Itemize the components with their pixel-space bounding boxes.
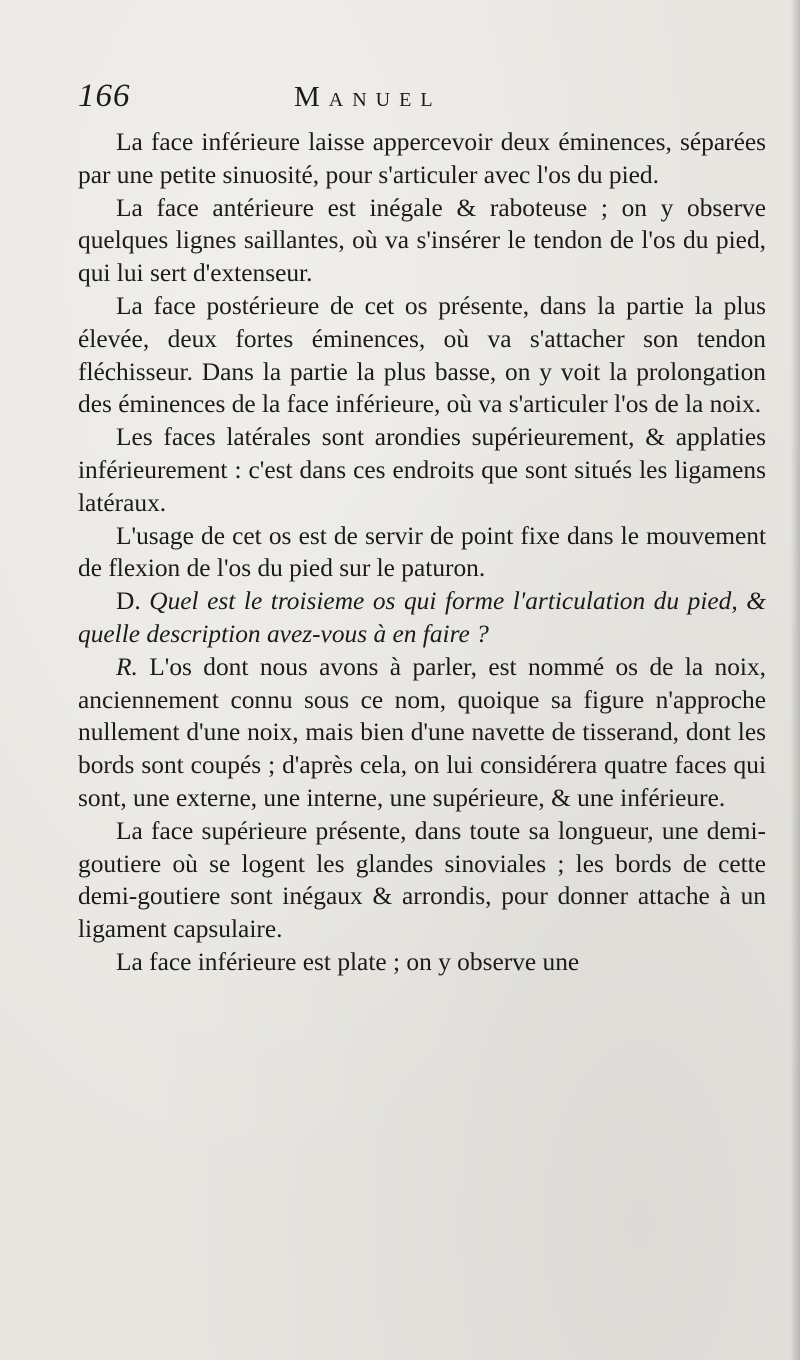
paragraph-3: La face postérieure de cet os présente, dans la partie la plus élevée, deux fortes éminences, où va s'attacher son tendon fléchisseur. Dans la partie la plus basse, on y voit la prolongation des éminences de la face inférieure, où va s'articuler l'os de la noix. — [78, 291, 766, 419]
question-text: Quel est le troisieme os qui forme l'articulation du pied, & quelle description avez-vous à en faire ? — [78, 587, 766, 648]
paragraph-9: La face inférieure est plate ; on y observe une — [116, 947, 580, 976]
body-text — [78, 126, 766, 979]
question-letter: D. — [116, 587, 141, 616]
answer-paragraph — [78, 651, 766, 815]
paragraph-2: La face antérieure est inégale & raboteuse ; on y observe quelques lignes saillantes, où va s'insérer le tendon de l'os du pied, qui lui sert d'extenseur. — [78, 193, 766, 288]
paragraph-1: La face inférieure laisse appercevoir deux éminences, séparées par une petite sinuosité, pour s'articuler avec l'os du pied. — [78, 128, 766, 189]
answer-text: L'os dont nous avons à parler, est nommé os de la noix, anciennement connu sous ce nom, quoique sa figure n'approche nullement d'une noix, mais bien d'une navette de tisserand, dont les bords sont coupés ; d'après cela, on lui considérera quatre faces qui sont, une externe, une interne, une supérieure, & une inférieure. — [78, 652, 766, 812]
running-title: Manuel — [294, 81, 442, 113]
page-header — [78, 78, 766, 126]
paragraph-8: La face supérieure présente, dans toute sa longueur, une demi-goutiere où se logent les glandes sinoviales ; les bords de cette demi-goutiere sont inégaux & arrondis, pour donner attache à un ligament capsulaire. — [78, 816, 766, 944]
paragraph-5: L'usage de cet os est de servir de point fixe dans le mouvement de flexion de l'os du pied sur le paturon. — [78, 521, 766, 583]
paragraph-4: Les faces latérales sont arondies supérieurement, & applaties inférieurement : c'est dans ces endroits que sont situés les ligamens latéraux. — [78, 423, 766, 517]
page-number: 166 — [78, 78, 131, 114]
question-paragraph — [78, 585, 766, 651]
answer-letter: R. — [116, 652, 138, 681]
